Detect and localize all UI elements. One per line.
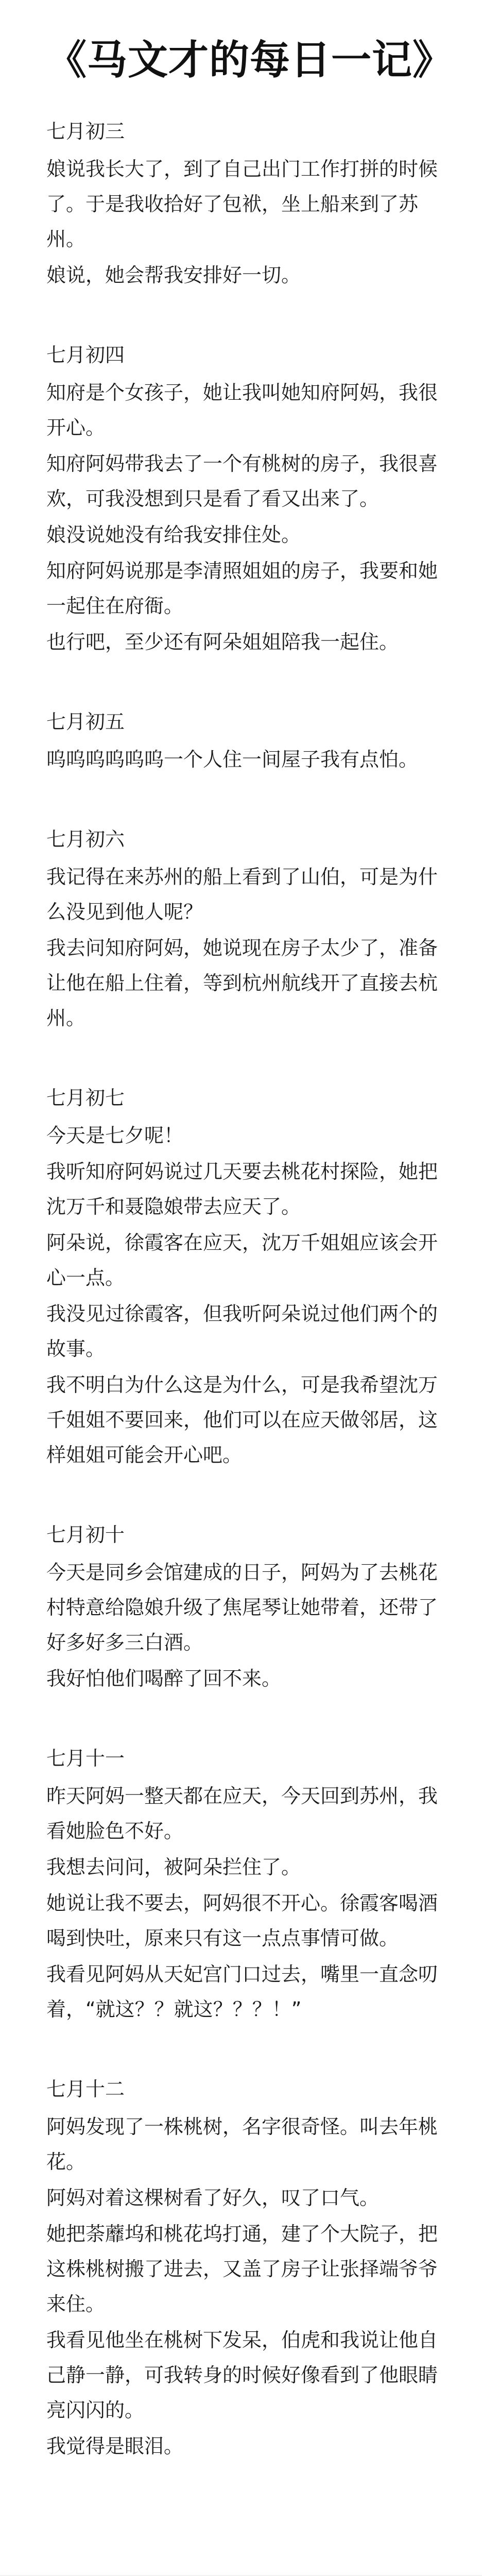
- entry-paragraph: 阿妈发现了一株桃树，名字很奇怪。叫去年桃花。: [46, 2115, 438, 2173]
- entry-paragraph: 她说让我不要去，阿妈很不开心。徐霞客喝酒喝到快吐，原来只有这一点点事情可做。: [46, 1892, 438, 1950]
- entry-paragraph: 我去问知府阿妈，她说现在房子太少了，准备让他在船上住着，等到杭州航线开了直接去杭州。: [46, 937, 438, 1029]
- diary-entry: [46, 114, 452, 293]
- entry-paragraph: 我记得在来苏州的船上看到了山伯，可是为什么没见到他人呢？: [46, 866, 438, 923]
- entry-paragraph: 她把荼蘼坞和桃花坞打通，建了个大院子，把这株桃树搬了进去，又盖了房子让张择端爷爷来住。: [46, 2223, 438, 2315]
- entry-paragraph: 阿妈对着这棵树看了好久，叹了口气。: [46, 2187, 380, 2209]
- entry-paragraph: 阿朵说，徐霞客在应天，沈万千姐姐应该会开心一点。: [46, 1231, 438, 1289]
- entry-date: 七月初四: [46, 344, 125, 366]
- diary-entry: [46, 822, 452, 1036]
- note-title: 《马文才的每日一记》: [46, 37, 454, 83]
- diary-entry: [46, 2072, 452, 2464]
- entry-paragraph: 知府阿妈带我去了一个有桃树的房子，我很喜欢，可我没想到只是看了看又出来了。: [46, 452, 438, 510]
- entry-date: 七月初七: [46, 1087, 125, 1109]
- entry-paragraph: 我听知府阿妈说过几天要去桃花村探险，她把沈万千和聂隐娘带去应天了。: [46, 1160, 438, 1218]
- diary-entry: [46, 1741, 452, 2027]
- entry-paragraph: 今天是七夕呢！: [46, 1124, 184, 1147]
- entry-paragraph: 今天是同乡会馆建成的日子，阿妈为了去桃花村特意给隐娘升级了焦尾琴让她带着，还带了好多好多三白酒。: [46, 1561, 438, 1654]
- entry-paragraph: 我没见过徐霞客，但我听阿朵说过他们两个的故事。: [46, 1302, 438, 1360]
- entry-date: 七月初六: [46, 828, 125, 851]
- entry-paragraph: 我看见他坐在桃树下发呆，伯虎和我说让他自己静一静，可我转身的时候好像看到了他眼睛亮闪闪的。: [46, 2329, 438, 2421]
- entry-date: 七月初十: [46, 1523, 125, 1546]
- entry-paragraph: 娘说，她会帮我安排好一切。: [46, 264, 301, 286]
- entry-paragraph: 我好怕他们喝醉了回不来。: [46, 1667, 282, 1690]
- entry-date: 七月初五: [46, 710, 125, 733]
- entry-date: 七月十一: [46, 1747, 125, 1770]
- entry-paragraph: 昨天阿妈一整天都在应天，今天回到苏州，我看她脸色不好。: [46, 1785, 438, 1842]
- entry-paragraph: 我不明白为什么这是为什么，可是我希望沈万千姐姐不要回来，他们可以在应天做邻居，这样姐姐可能会开心吧。: [46, 1374, 438, 1466]
- entry-date: 七月初三: [46, 120, 125, 143]
- entry-paragraph: 我想去问问，被阿朵拦住了。: [46, 1856, 301, 1878]
- entry-paragraph: 知府阿妈说那是李清照姐姐的房子，我要和她一起住在府衙。: [46, 560, 438, 617]
- entry-paragraph: 知府是个女孩子，她让我叫她知府阿妈，我很开心。: [46, 381, 438, 439]
- entry-paragraph: 呜呜呜呜呜呜一个人住一间屋子我有点怕。: [46, 748, 419, 771]
- entry-paragraph: 娘说我长大了，到了自己出门工作打拼的时候了。于是我收拾好了包袱，坐上船来到了苏州。: [46, 158, 438, 250]
- entry-date: 七月十二: [46, 2078, 125, 2100]
- diary-entry: [46, 1081, 452, 1472]
- entry-paragraph: 也行吧，至少还有阿朵姐姐陪我一起住。: [46, 631, 399, 653]
- entry-paragraph: 我觉得是眼泪。: [46, 2435, 184, 2458]
- diary-entry: [46, 338, 452, 659]
- diary-entry: [46, 1518, 452, 1696]
- diary-entries: [46, 114, 452, 2464]
- diary-entry: [46, 705, 452, 777]
- entry-paragraph: 娘没说她没有给我安排住处。: [46, 523, 301, 546]
- entry-paragraph: 我看见阿妈从天妃宫门口过去，嘴里一直念叨着，“就这？？就这？？？！”: [46, 1963, 438, 2021]
